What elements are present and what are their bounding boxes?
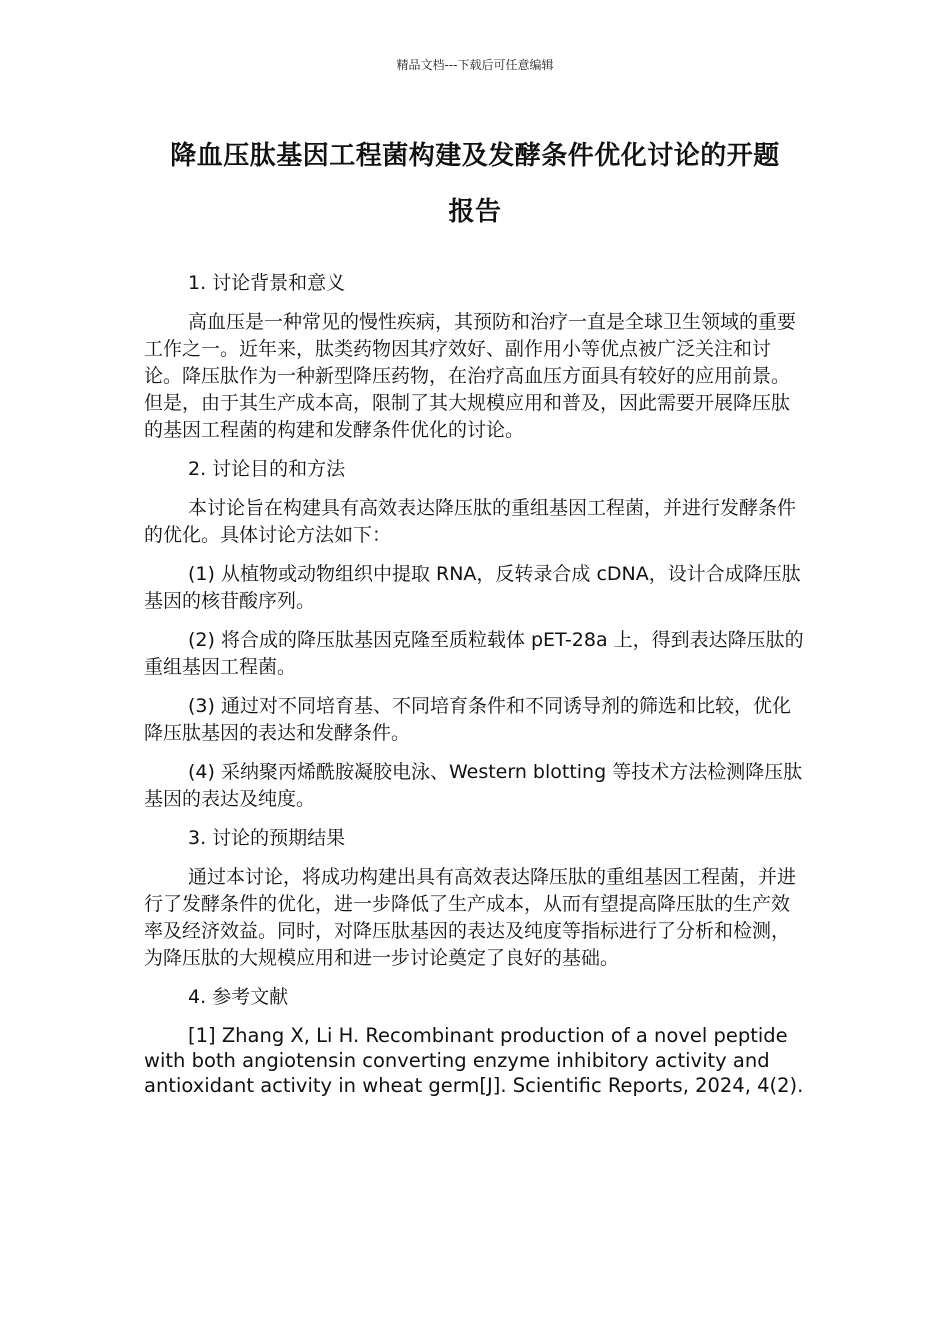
section-2-heading: 2. 讨论目的和方法 (188, 458, 346, 480)
section-2-body: 本讨论旨在构建具有高效表达降压肽的重组基因工程菌，并进行发酵条件的优化。具体讨论方法如下： (144, 497, 797, 546)
title-line-2: 报告 (448, 197, 502, 227)
section-1-body: 高血压是一种常见的慢性疾病，其预防和治疗一直是全球卫生领域的重要工作之一。近年来，肽类药物因其疗效好、副作用小等优点被广泛关注和讨论。降压肽作为一种新型降压药物，在治疗高血压方面具有较好的应用前景。但是，由于其生产成本高，限制了其大规模应用和普及，因此需要开展降压肽的基因工程菌的构建和发酵条件优化的讨论。 (144, 311, 797, 441)
reference-1: [1] Zhang X, Li H. Recombinant production of a novel peptide with both angiotensin converting enzyme inhibitory activity and antioxidant activity in wheat germ[J]. Scientific Reports, 2024, 4(2). (144, 1024, 804, 1097)
document-title (120, 128, 830, 240)
method-item-2: (2) 将合成的降压肽基因克隆至质粒载体 pET-28a 上，得到表达降压肽的重组基因工程菌。 (144, 629, 804, 678)
document-body (144, 270, 804, 1098)
title-line-1: 降血压肽基因工程菌构建及发酵条件优化讨论的开题 (170, 141, 780, 171)
section-3-heading: 3. 讨论的预期结果 (188, 827, 346, 849)
method-item-3: (3) 通过对不同培育基、不同培育条件和不同诱导剂的筛选和比较，优化降压肽基因的表达和发酵条件。 (144, 695, 791, 744)
method-item-4: (4) 采纳聚丙烯酰胺凝胶电泳、Western blotting 等技术方法检测降压肽基因的表达及纯度。 (144, 761, 803, 810)
header-note: 精品文档---下载后可任意编辑 (396, 58, 554, 72)
section-1-heading: 1. 讨论背景和意义 (188, 272, 346, 294)
section-3-body: 通过本讨论，将成功构建出具有高效表达降压肽的重组基因工程菌，并进行了发酵条件的优化，进一步降低了生产成本，从而有望提高降压肽的生产效率及经济效益。同时，对降压肽基因的表达及纯度等指标进行了分析和检测，为降压肽的大规模应用和进一步讨论奠定了良好的基础。 (144, 866, 797, 969)
section-4-heading: 4. 参考文献 (188, 986, 289, 1008)
method-item-1: (1) 从植物或动物组织中提取 RNA，反转录合成 cDNA，设计合成降压肽基因的核苷酸序列。 (144, 563, 801, 612)
